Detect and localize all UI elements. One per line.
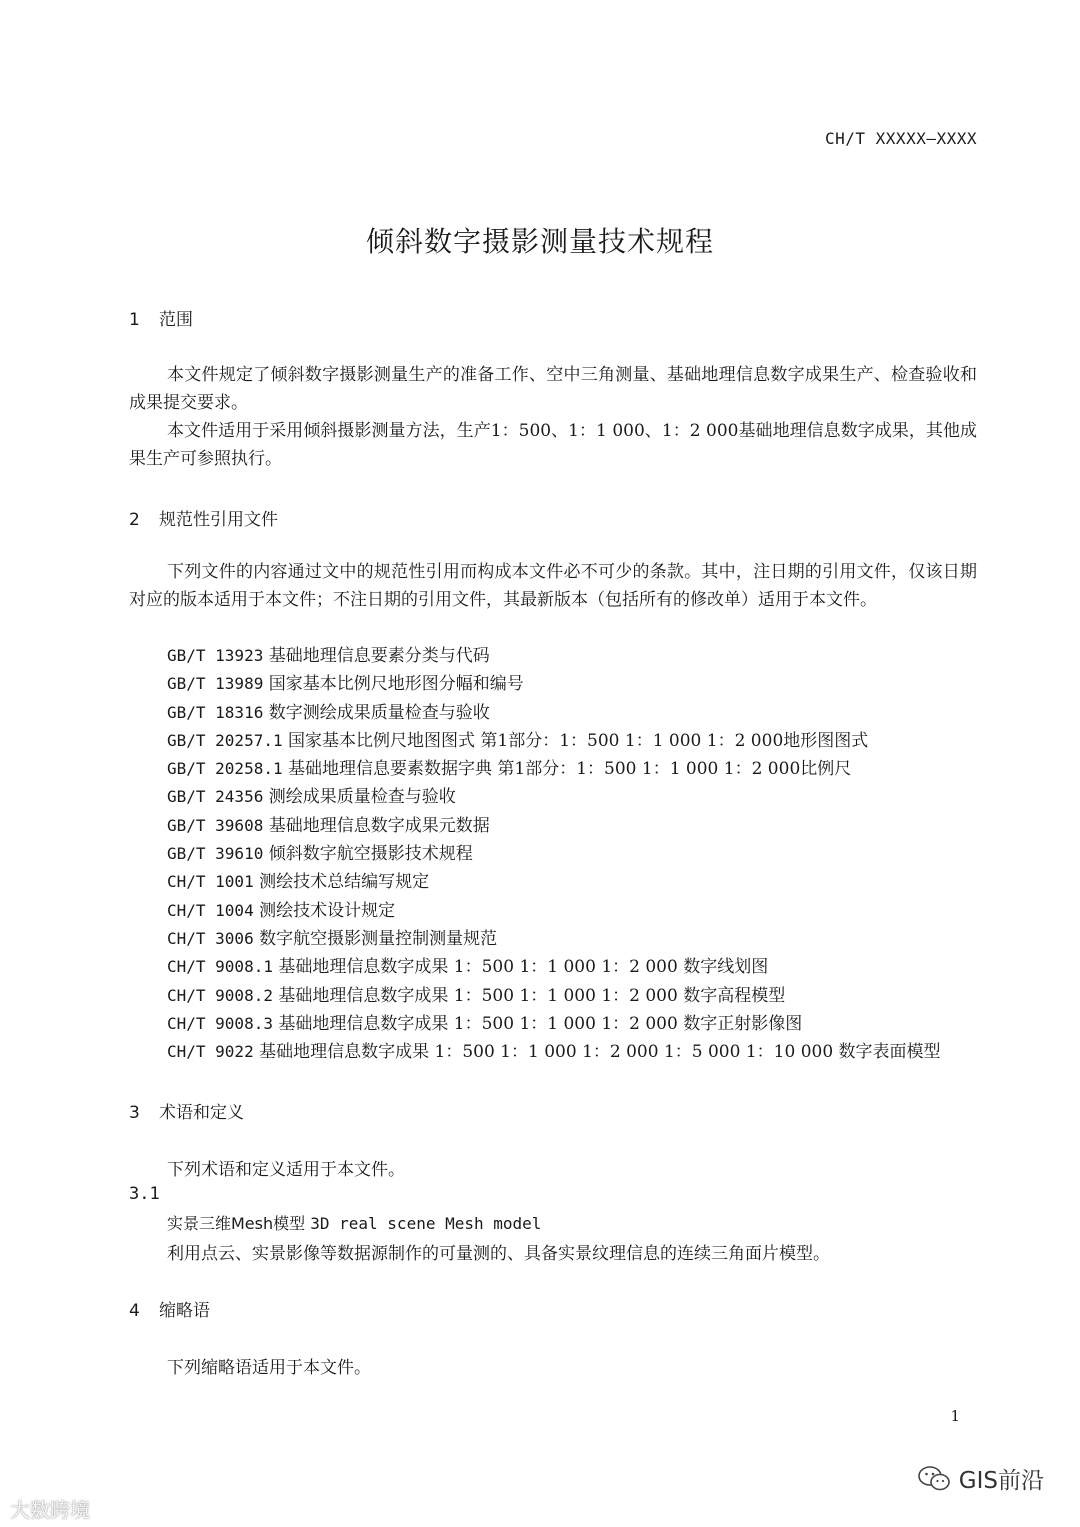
reference-title: 基础地理信息数字成果元数据 (268, 815, 490, 836)
term-chinese: 实景三维Mesh模型 (167, 1214, 306, 1233)
reference-item (167, 755, 941, 783)
reference-title: 数字航空摄影测量控制测量规范 (259, 928, 498, 949)
reference-code: GB/T 39608 (167, 815, 264, 835)
wechat-icon (917, 1465, 951, 1493)
section-4-heading (129, 1296, 210, 1321)
reference-title: 倾斜数字航空摄影技术规程 (268, 844, 473, 865)
reference-title: 基础地理信息数字成果 1：500 1：1 000 1：2 000 数字线划图 (278, 957, 769, 978)
section-1-paragraph-1: 本文件规定了倾斜数字摄影测量生产的准备工作、空中三角测量、基础地理信息数字成果生产、检查验收和成果提交要求。 (129, 365, 977, 413)
page-number: 1 (950, 1407, 960, 1425)
reference-code: CH/T 1001 (167, 872, 254, 892)
reference-list (167, 642, 941, 1066)
reference-item (167, 699, 941, 727)
reference-item (167, 670, 941, 698)
reference-item (167, 925, 941, 953)
reference-title: 基础地理信息要素数据字典 第1部分：1：500 1：1 000 1：2 000比例尺 (288, 759, 852, 780)
term-number: 3.1 (129, 1184, 160, 1204)
reference-code: GB/T 24356 (167, 787, 264, 807)
term-definition: 利用点云、实景影像等数据源制作的可量测的、具备实景纹理信息的连续三角面片模型。 (167, 1244, 830, 1264)
section-number: 2 (129, 510, 140, 530)
reference-code: GB/T 39610 (167, 844, 264, 864)
section-2-heading (129, 505, 278, 530)
section-number: 4 (129, 1301, 140, 1321)
reference-item (167, 897, 941, 925)
section-title: 术语和定义 (159, 1103, 244, 1123)
document-title: 倾斜数字摄影测量技术规程 (365, 225, 714, 258)
reference-title: 测绘技术设计规定 (259, 900, 396, 921)
term-entry (167, 1211, 541, 1234)
watermark-left-text: 大数跨境 (10, 1498, 90, 1522)
reference-title: 基础地理信息数字成果 1：500 1：1 000 1：2 000 数字高程模型 (278, 985, 786, 1006)
reference-item (167, 868, 941, 896)
reference-title: 测绘技术总结编写规定 (259, 872, 430, 893)
reference-title: 国家基本比例尺地图图式 第1部分：1：500 1：1 000 1：2 000地形图图式 (288, 730, 869, 751)
section-title: 缩略语 (159, 1301, 210, 1321)
reference-code: CH/T 9022 (167, 1042, 254, 1062)
reference-title: 基础地理信息要素分类与代码 (268, 646, 490, 666)
reference-code: CH/T 3006 (167, 928, 254, 948)
watermark-left (10, 1494, 90, 1523)
standard-code: CH/T XXXXX—XXXX (825, 129, 977, 148)
reference-item (167, 642, 941, 670)
section-1-paragraph-2: 本文件适用于采用倾斜摄影测量方法，生产1：500、1：1 000、1：2 000基础地理信息数字成果，其他成果生产可参照执行。 (129, 421, 977, 469)
section-number: 1 (129, 310, 140, 330)
term-english: 3D real scene Mesh model (310, 1214, 542, 1233)
reference-code: CH/T 1004 (167, 900, 254, 920)
reference-code: CH/T 9008.2 (167, 985, 273, 1005)
watermark-right (917, 1462, 1044, 1495)
reference-code: GB/T 20257.1 (167, 730, 283, 750)
reference-title: 数字测绘成果质量检查与验收 (268, 702, 490, 723)
section-3-heading (129, 1098, 244, 1123)
reference-item (167, 812, 941, 840)
section-4-paragraph-1: 下列缩略语适用于本文件。 (167, 1358, 371, 1378)
reference-title: 国家基本比例尺地形图分幅和编号 (268, 674, 524, 695)
reference-title: 测绘成果质量检查与验收 (268, 787, 456, 808)
reference-item (167, 840, 941, 868)
reference-item (167, 783, 941, 811)
section-1-heading (129, 305, 193, 330)
reference-item (167, 727, 941, 755)
reference-item (167, 1010, 941, 1038)
watermark-right-text: GIS前沿 (958, 1468, 1044, 1494)
section-2-paragraph-1: 下列文件的内容通过文中的规范性引用而构成本文件必不可少的条款。其中，注日期的引用文件，仅该日期对应的版本适用于本文件；不注日期的引用文件，其最新版本（包括所有的修改单）适用于本文件。 (129, 562, 977, 610)
reference-code: GB/T 18316 (167, 702, 264, 722)
reference-title: 基础地理信息数字成果 1：500 1：1 000 1：2 000 数字正射影像图 (278, 1013, 803, 1034)
reference-code: CH/T 9008.3 (167, 1013, 273, 1033)
section-title: 规范性引用文件 (159, 510, 278, 530)
reference-item (167, 982, 941, 1010)
reference-code: GB/T 13989 (167, 674, 264, 694)
section-title: 范围 (159, 310, 193, 330)
section-number: 3 (129, 1103, 140, 1123)
reference-code: GB/T 13923 (167, 646, 264, 665)
reference-code: GB/T 20258.1 (167, 759, 283, 779)
reference-title: 基础地理信息数字成果 1：500 1：1 000 1：2 000 1：5 000 1：10 000 数字表面模型 (259, 1042, 941, 1063)
reference-item (167, 953, 941, 981)
reference-code: CH/T 9008.1 (167, 957, 273, 977)
reference-item (167, 1038, 941, 1066)
section-3-paragraph-1: 下列术语和定义适用于本文件。 (167, 1160, 405, 1180)
